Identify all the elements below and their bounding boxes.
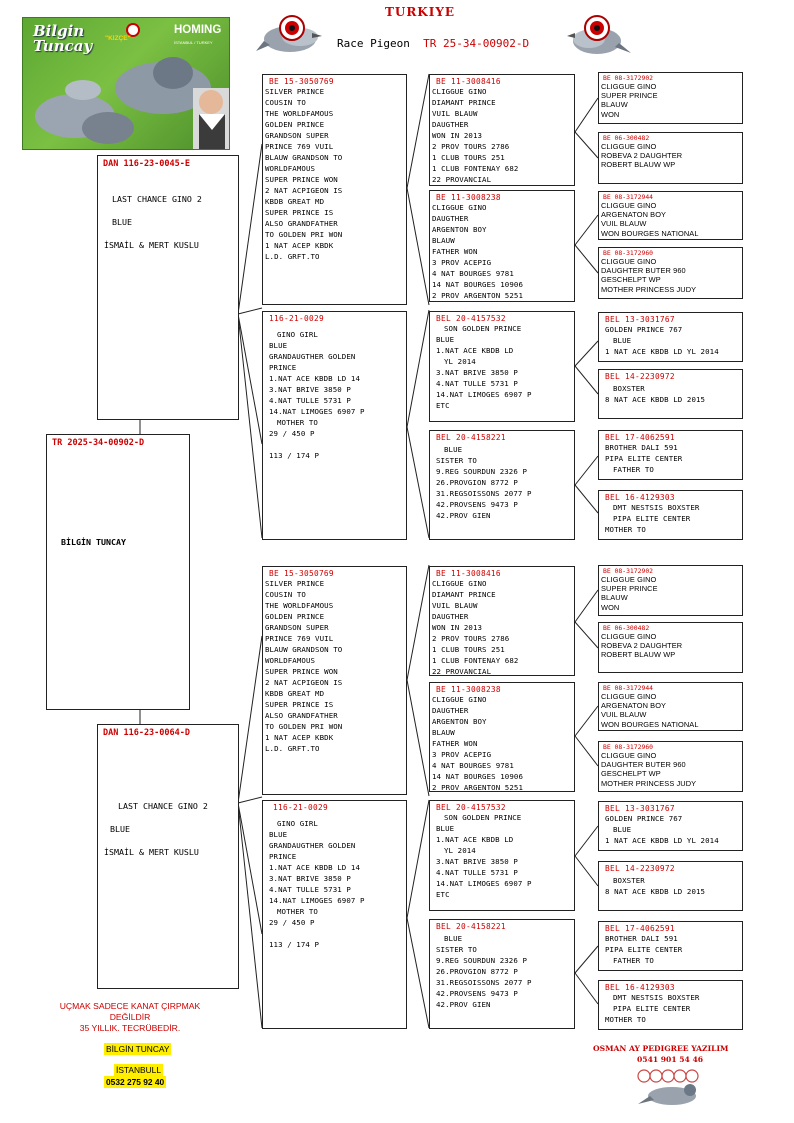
ring-code: BEL 17-4062591 — [605, 433, 675, 442]
slogan-line: UÇMAK SADECE KANAT ÇIRPMAK — [59, 1001, 201, 1011]
info-line: SUPER PRINCE WON — [265, 667, 338, 676]
info-line: BLAUW — [432, 728, 455, 737]
ring-code: BE 08-3172902 — [603, 567, 654, 575]
info-line: COUSIN TO — [265, 98, 306, 107]
info-line: BLAUW GRANDSON TO — [265, 645, 343, 654]
info-line: 31.REGSOISSONS 2077 P — [436, 978, 532, 987]
info-line: 14.NAT LIMOGES 6907 P — [269, 896, 365, 905]
g4-box — [598, 980, 743, 1030]
info-line: 1 CLUB FONTENAY 682 — [432, 656, 519, 665]
ring-code: BE 15-3050769 — [269, 569, 334, 578]
info-line: 2 PROV TOURS 2786 — [432, 634, 510, 643]
info-line: BLAUW — [601, 100, 628, 110]
info-line: BOXSTER — [613, 876, 645, 885]
g4-box — [598, 741, 743, 792]
info-line: ARGENATON BOY — [601, 210, 667, 220]
g4-box — [598, 565, 743, 616]
info-line: 14 NAT BOURGES 10906 — [432, 772, 523, 781]
ring-code: BE 11-3008238 — [436, 685, 501, 694]
ring-code: 116-21-0029 — [273, 803, 328, 812]
info-line: 42.PROV GIEN — [436, 1000, 491, 1009]
info-line: MOTHER TO — [605, 525, 646, 534]
sire-name: LAST CHANCE GINO 2 — [112, 194, 202, 204]
info-line: GRANDSON SUPER — [265, 131, 329, 140]
info-line: DAUGTHER — [432, 214, 469, 223]
info-line: GRANDAUGTHER GOLDEN — [269, 352, 356, 361]
info-line: 26.PROVGION 8772 P — [436, 967, 518, 976]
info-line: PIPA ELITE CENTER — [605, 454, 683, 463]
info-line: 4.NAT TULLE 5731 P — [269, 885, 351, 894]
info-line: PIPA ELITE CENTER — [605, 945, 683, 954]
sire-color: BLUE — [112, 217, 132, 227]
info-line: FATHER TO — [613, 956, 654, 965]
info-line: SISTER TO — [436, 945, 477, 954]
info-line: SUPER PRINCE — [601, 91, 658, 101]
info-line: GESCHELPT WP — [601, 275, 661, 285]
ring-code: BE 08-3172944 — [603, 684, 654, 692]
info-line: FATHER WON — [432, 739, 478, 748]
ring-code: BE 08-3172960 — [603, 743, 654, 751]
info-line: CLIGGUE GINO — [601, 142, 657, 151]
info-line: CLIGGUE GINO — [601, 632, 657, 641]
info-line: VUIL BLAUW — [432, 601, 478, 610]
info-line: 4.NAT TULLE 5731 P — [436, 379, 518, 388]
ring-code: BE 06-300482 — [603, 624, 650, 632]
info-line: 42.PROVSENS 9473 P — [436, 989, 518, 998]
ring-code: BEL 13-3031767 — [605, 804, 675, 813]
g4-box — [598, 682, 743, 731]
info-line: SISTER TO — [436, 456, 477, 465]
info-line: ROBERT BLAUW WP — [601, 650, 676, 660]
info-line: ETC — [436, 890, 450, 899]
footer-name: BİLGİN TUNCAY — [106, 1044, 170, 1054]
info-line: 3.NAT BRIVE 3850 P — [436, 368, 518, 377]
info-line: BLUE — [269, 341, 288, 350]
info-line: MOTHER TO — [277, 907, 318, 916]
g4-box — [598, 430, 743, 480]
info-line: WON BOURGES NATIONAL — [601, 719, 699, 729]
info-line: DAUGHTER BUTER 960 — [601, 266, 686, 276]
info-line: L.D. GRFT.TO — [265, 252, 320, 261]
info-line: 31.REGSOISSONS 2077 P — [436, 489, 532, 498]
info-line: DAUGTHER — [432, 706, 469, 715]
ring-code: BE 06-300482 — [603, 134, 650, 142]
subject-box — [46, 434, 190, 710]
info-line: CLIGGUE GINO — [601, 751, 657, 760]
info-line: 1.NAT ACE KBDB LD — [436, 346, 514, 355]
info-line: MOTHER TO — [605, 1015, 646, 1024]
info-line: WORLDFAMOUS — [265, 164, 316, 173]
slogan-line: DEĞİLDİR — [109, 1012, 151, 1022]
info-line: 22 PROVANCIAL — [432, 667, 492, 676]
banner-location: İSTANBUL / TURKEY — [174, 40, 213, 45]
info-line: SUPER PRINCE WON — [265, 175, 338, 184]
info-line: FATHER TO — [613, 465, 654, 474]
info-line: 14 NAT BOURGES 10906 — [432, 280, 523, 289]
info-line: DIAMANT PRINCE — [432, 98, 496, 107]
g3-bottom-sd-box — [429, 682, 575, 792]
info-line: BLUE — [444, 934, 463, 943]
info-line: 26.PROVGION 8772 P — [436, 478, 518, 487]
info-line: 4 NAT BOURGES 9781 — [432, 269, 514, 278]
slogan-line: 35 YILLIK. TECRÜBEDİR. — [79, 1023, 181, 1033]
info-line: DAUGHTER BUTER 960 — [601, 760, 686, 770]
subject-ring: TR 2025-34-00902-D — [52, 438, 145, 448]
info-line: WON — [601, 602, 620, 612]
info-line: BLAUW — [432, 236, 455, 245]
ring-code: BEL 17-4062591 — [605, 924, 675, 933]
footer-phone: 0532 275 92 40 — [106, 1077, 165, 1087]
info-line: TO GOLDEN PRI WON — [265, 722, 343, 731]
g3-bottom-ds-box — [429, 800, 575, 911]
info-line: SUPER PRINCE IS — [265, 208, 334, 217]
banner-homing: HOMING — [174, 24, 222, 36]
info-line: ALSO GRANDFATHER — [265, 219, 338, 228]
info-line: VUIL BLAUW — [432, 109, 478, 118]
info-line: 9.REG SOURDUN 2326 P — [436, 956, 527, 965]
info-line: CLIGGUE GINO — [432, 579, 487, 588]
info-line: THE WORLDFAMOUS — [265, 109, 334, 118]
info-line: VUIL BLAUW — [601, 219, 647, 229]
ring-code: BE 08-3172902 — [603, 74, 654, 82]
info-line: 1 CLUB FONTENAY 682 — [432, 164, 519, 173]
g3-top-sd-box — [429, 190, 575, 302]
info-line: ROBEVA 2 DAUGHTER — [601, 641, 683, 651]
slogan — [40, 1001, 220, 1034]
info-line: MOTHER PRINCESS JUDY — [601, 778, 697, 788]
info-line: 2 PROV ARGENTON 5251 — [432, 783, 523, 792]
info-line: SILVER PRINCE — [265, 87, 325, 96]
country-title: TURKIYE — [384, 5, 456, 19]
ring-code: BEL 16-4129303 — [605, 983, 675, 992]
info-line: WON IN 2013 — [432, 623, 483, 632]
ring-code: 116-21-0029 — [269, 314, 324, 323]
info-line: MOTHER TO — [277, 418, 318, 427]
info-line: 2 NAT ACPIGEON IS — [265, 186, 343, 195]
ring-code: BE 11-3008416 — [436, 569, 501, 578]
info-line: CLIGGUE GINO — [432, 87, 487, 96]
info-line: 14.NAT LIMOGES 6907 P — [269, 407, 365, 416]
g2-bottom-dam-box — [262, 800, 407, 1029]
info-line: COUSIN TO — [265, 590, 306, 599]
ring-code: BEL 20-4157532 — [436, 314, 506, 323]
g2-bottom-sire-box — [262, 566, 407, 795]
g4-box — [598, 921, 743, 971]
ring-code: BEL 14-2230972 — [605, 864, 675, 873]
info-line: GESCHELPT WP — [601, 769, 661, 779]
header-ring: TR 25-34-00902-D — [423, 37, 530, 50]
info-line: WON BOURGES NATIONAL — [601, 228, 699, 238]
info-line: PRINCE — [269, 852, 297, 861]
info-line: BROTHER DALI 591 — [605, 443, 678, 452]
ring-code: BE 08-3172960 — [603, 249, 654, 257]
g4-box — [598, 622, 743, 673]
info-line: 1 NAT ACE KBDB LD YL 2014 — [605, 347, 719, 356]
ring-code: BEL 20-4157532 — [436, 803, 506, 812]
ring-code: BE 11-3008416 — [436, 77, 501, 86]
info-line: 2 PROV TOURS 2786 — [432, 142, 510, 151]
info-line: ARGENTON BOY — [432, 717, 487, 726]
header-title: Race Pigeon — [337, 37, 410, 50]
info-line: WON — [601, 109, 620, 119]
info-line: TO GOLDEN PRI WON — [265, 230, 343, 239]
info-line: 1 CLUB TOURS 251 — [432, 153, 505, 162]
info-line: 8 NAT ACE KBDB LD 2015 — [605, 887, 706, 896]
info-line: L.D. GRFT.TO — [265, 744, 320, 753]
g4-box — [598, 72, 743, 124]
info-line: CLIGGUE GINO — [601, 82, 657, 91]
dam-breeder: İSMAİL & MERT KUSLU — [104, 847, 199, 857]
info-line: KBDB GREAT MD — [265, 197, 325, 206]
dam-box — [97, 724, 239, 989]
info-line: 14.NAT LIMOGES 6907 P — [436, 879, 532, 888]
g3-bottom-dd-box — [429, 919, 575, 1029]
info-line: 14.NAT LIMOGES 6907 P — [436, 390, 532, 399]
info-line: CLIGGUE GINO — [601, 692, 657, 701]
info-line: 3.NAT BRIVE 3850 P — [269, 874, 351, 883]
info-line: 2 NAT ACPIGEON IS — [265, 678, 343, 687]
info-line: ARGENTON BOY — [432, 225, 487, 234]
info-line: ROBEVA 2 DAUGHTER — [601, 151, 683, 161]
info-line: 3.NAT BRIVE 3850 P — [269, 385, 351, 394]
info-line: GOLDEN PRINCE — [265, 120, 325, 129]
ring-code: BE 11-3008238 — [436, 193, 501, 202]
info-line: SUPER PRINCE — [601, 584, 658, 594]
g4-box — [598, 191, 743, 240]
info-line: VUIL BLAUW — [601, 710, 647, 720]
info-line: BLUE — [613, 825, 632, 834]
g4-box — [598, 312, 743, 362]
subject-owner: BİLGİN TUNCAY — [61, 537, 126, 547]
info-line: 113 / 174 P — [269, 940, 320, 949]
footer-city: İSTANBULL — [116, 1065, 161, 1075]
info-line: SON GOLDEN PRINCE — [444, 324, 522, 333]
info-line: SUPER PRINCE IS — [265, 700, 334, 709]
info-line: 4 NAT BOURGES 9781 — [432, 761, 514, 770]
info-line: 42.PROVSENS 9473 P — [436, 500, 518, 509]
info-line: GINO GIRL — [277, 330, 318, 339]
info-line: YL 2014 — [444, 846, 476, 855]
sire-ring: DAN 116-23-0045-E — [103, 159, 190, 169]
g4-box — [598, 247, 743, 299]
info-line: ALSO GRANDFATHER — [265, 711, 338, 720]
info-line: 1.NAT ACE KBDB LD — [436, 835, 514, 844]
g2-top-dam-box — [262, 311, 407, 540]
info-line: 1.NAT ACE KBDB LD 14 — [269, 374, 360, 383]
info-line: BLUE — [436, 824, 455, 833]
info-line: SON GOLDEN PRINCE — [444, 813, 522, 822]
info-line: CLIGGUE GINO — [601, 575, 657, 584]
g4-box — [598, 801, 743, 851]
info-line: 1.NAT ACE KBDB LD 14 — [269, 863, 360, 872]
info-line: DMT NESTSIS BOXSTER — [613, 993, 700, 1002]
info-line: WORLDFAMOUS — [265, 656, 316, 665]
info-line: 3 PROV ACEPIG — [432, 750, 492, 759]
info-line: 113 / 174 P — [269, 451, 320, 460]
info-line: 29 / 450 P — [269, 429, 315, 438]
g4-box — [598, 861, 743, 911]
info-line: PRINCE 769 VUIL — [265, 142, 334, 151]
sire-box — [97, 155, 239, 420]
info-line: PRINCE 769 VUIL — [265, 634, 334, 643]
info-line: BLUE — [269, 830, 288, 839]
info-line: PIPA ELITE CENTER — [613, 514, 691, 523]
info-line: KBDB GREAT MD — [265, 689, 325, 698]
g3-top-ss-box — [429, 74, 575, 186]
banner-brand-1: Bilgin — [33, 22, 85, 40]
info-line: ETC — [436, 401, 450, 410]
software-phone: 0541 901 54 46 — [637, 1055, 704, 1064]
ring-code: BEL 14-2230972 — [605, 372, 675, 381]
info-line: GOLDEN PRINCE — [265, 612, 325, 621]
footer-pigeon-logo — [632, 1066, 708, 1110]
info-line: FATHER WON — [432, 247, 478, 256]
info-line: 22 PROVANCIAL — [432, 175, 492, 184]
info-line: 1 NAT ACE KBDB LD YL 2014 — [605, 836, 719, 845]
info-line: 29 / 450 P — [269, 918, 315, 927]
g4-box — [598, 369, 743, 419]
g2-top-sire-box — [262, 74, 407, 305]
info-line: BLAUW — [601, 593, 628, 603]
info-line: 3.NAT BRIVE 3850 P — [436, 857, 518, 866]
info-line: BLAUW GRANDSON TO — [265, 153, 343, 162]
g3-bottom-ss-box — [429, 566, 575, 676]
info-line: MOTHER PRINCESS JUDY — [601, 284, 697, 294]
info-line: GRANDAUGTHER GOLDEN — [269, 841, 356, 850]
banner-pigeon-name: "KIZÇE" — [105, 35, 131, 42]
info-line: YL 2014 — [444, 357, 476, 366]
info-line: GOLDEN PRINCE 767 — [605, 325, 683, 334]
info-line: DAUGTHER — [432, 612, 469, 621]
info-line: PRINCE — [269, 363, 297, 372]
info-line: DIAMANT PRINCE — [432, 590, 496, 599]
dam-color: BLUE — [110, 824, 130, 834]
software-credit: OSMAN AY PEDIGREE YAZILIM — [593, 1044, 729, 1053]
g4-box — [598, 490, 743, 540]
g3-top-dd-box — [429, 430, 575, 540]
info-line: CLIGGUE GINO — [432, 203, 487, 212]
info-line: PIPA ELITE CENTER — [613, 1004, 691, 1013]
banner-brand-2: Tuncay — [33, 37, 93, 55]
info-line: 2 PROV ARGENTON 5251 — [432, 291, 523, 300]
info-line: CLIGGUE GINO — [601, 257, 657, 266]
info-line: 42.PROV GIEN — [436, 511, 491, 520]
info-line: 1 NAT ACEP KBDK — [265, 733, 334, 742]
info-line: ARGENATON BOY — [601, 701, 667, 711]
ring-code: BEL 16-4129303 — [605, 493, 675, 502]
info-line: 9.REG SOURDUN 2326 P — [436, 467, 527, 476]
g4-box — [598, 132, 743, 184]
dam-name: LAST CHANCE GINO 2 — [118, 801, 208, 811]
dam-ring: DAN 116-23-0064-D — [103, 728, 190, 738]
ring-code: BE 08-3172944 — [603, 193, 654, 201]
info-line: 1 NAT ACEP KBDK — [265, 241, 334, 250]
info-line: THE WORLDFAMOUS — [265, 601, 334, 610]
info-line: BLUE — [613, 336, 632, 345]
g3-top-ds-box — [429, 311, 575, 422]
info-line: 4.NAT TULLE 5731 P — [436, 868, 518, 877]
info-line: BROTHER DALI 591 — [605, 934, 678, 943]
info-line: SILVER PRINCE — [265, 579, 325, 588]
info-line: ROBERT BLAUW WP — [601, 160, 676, 170]
info-line: BLUE — [436, 335, 455, 344]
sire-breeder: İSMAİL & MERT KUSLU — [104, 240, 199, 250]
info-line: 4.NAT TULLE 5731 P — [269, 396, 351, 405]
info-line: 1 CLUB TOURS 251 — [432, 645, 505, 654]
info-line: GOLDEN PRINCE 767 — [605, 814, 683, 823]
info-line: DAUGTHER — [432, 120, 469, 129]
info-line: GRANDSON SUPER — [265, 623, 329, 632]
ring-code: BEL 20-4158221 — [436, 433, 506, 442]
info-line: CLIGGUE GINO — [601, 201, 657, 210]
info-line: GINO GIRL — [277, 819, 318, 828]
ring-code: BEL 13-3031767 — [605, 315, 675, 324]
info-line: BOXSTER — [613, 384, 645, 393]
info-line: 8 NAT ACE KBDB LD 2015 — [605, 395, 706, 404]
info-line: CLIGGUE GINO — [432, 695, 487, 704]
ring-code: BE 15-3050769 — [269, 77, 334, 86]
info-line: BLUE — [444, 445, 463, 454]
info-line: DMT NESTSIS BOXSTER — [613, 503, 700, 512]
info-line: WON IN 2013 — [432, 131, 483, 140]
ring-code: BEL 20-4158221 — [436, 922, 506, 931]
info-line: 3 PROV ACEPIG — [432, 258, 492, 267]
